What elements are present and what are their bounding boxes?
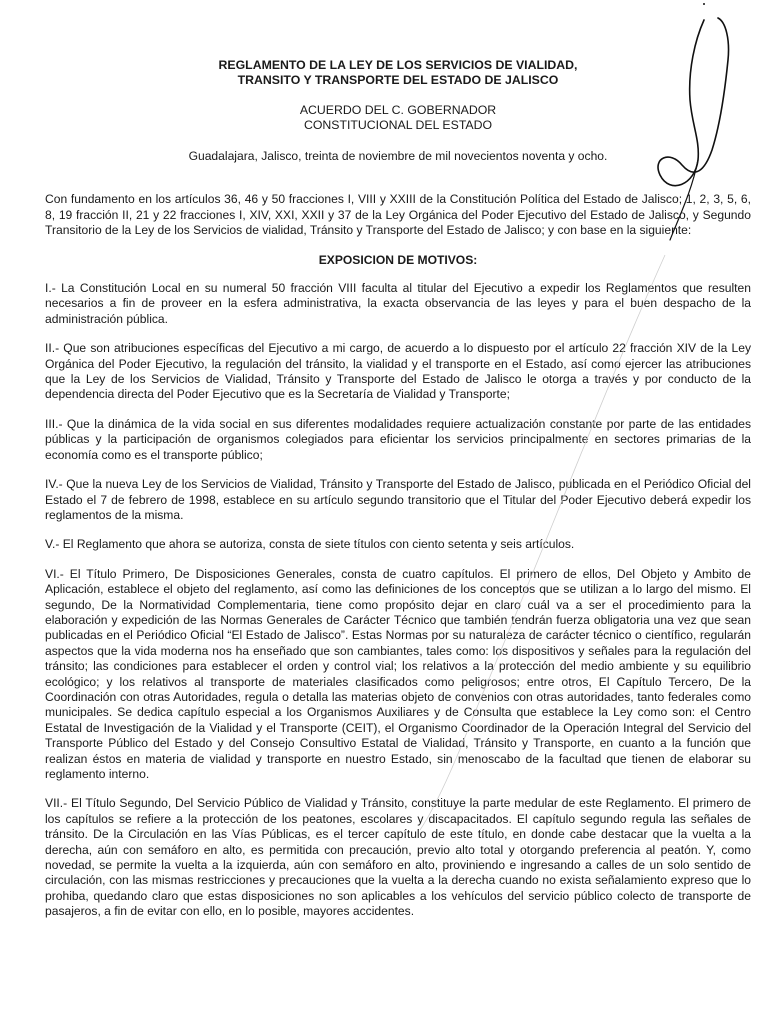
document-body bbox=[45, 58, 751, 920]
paragraph-7: VII.- El Título Segundo, Del Servicio Público de Vialidad y Tránsito, constituye la parte medular de este Reglamento. El primero de los capítulos se refiere a la protección de los peatones, escolares y discapacitados. El capítulo segundo regula las señales de tránsito. De la Circulación en las Vías Públicas, es el tercer capítulo de este título, en donde cabe destacar que la vuelta a la derecha, aún con semáforo en alto, es permitida con precaución, previo alto total y otorgando preferencia al peatón. Y, como novedad, se permite la vuelta a la izquierda, aún con semáforo en alto, proviniendo e ingresando a calles de un solo sentido de circulación, con las mismas restricciones y precauciones que la vuelta a la derecha cuando no exista señalamiento expreso que lo prohiba, quedando claro que estas disposiciones no son aplicables a los vehículos del servicio público colecto de transporte de pasajeros, a fin de evitar con ello, en lo posible, mayores accidentes. bbox=[45, 796, 751, 919]
section-heading: EXPOSICION DE MOTIVOS: bbox=[318, 252, 478, 267]
subtitle-line-1: ACUERDO DEL C. GOBERNADOR bbox=[299, 103, 497, 117]
document-subtitle bbox=[45, 103, 751, 133]
paragraph-5: V.- El Reglamento que ahora se autoriza, consta de siete títulos con ciento setenta y seis artículos. bbox=[45, 537, 575, 552]
title-line-2: TRANSITO Y TRANSPORTE DEL ESTADO DE JALISCO bbox=[237, 73, 559, 87]
paragraph-1: I.- La Constitución Local en su numeral 50 fracción VIII faculta al titular del Ejecutivo a expedir los Reglamentos que resulten necesarios a fin de proveer en la esfera administrativa, la exacta observancia de las leyes y para el buen despacho de la administración pública. bbox=[45, 281, 751, 326]
paragraph-6: VI.- El Título Primero, De Disposiciones Generales, consta de cuatro capítulos. El primero de ellos, Del Objeto y Ambito de Aplicación, establece el objeto del reglamento, así como las definiciones de los conceptos que se utilizan a lo largo del mismo. El segundo, De la Normatividad Complementaria, tiene como propósito dejar en claro cuál va a ser el procedimiento para la elaboración y expedición de las Normas Generales de Carácter Técnico que también tendrán fuerza obligatoria una vez que sean publicadas en el Periódico Oficial “El Estado de Jalisco”. Estas Normas por su naturaleza de carácter técnico o científico, regularán aspectos que la vida moderna nos ha enseñado que son cambiantes, tales como: los dispositivos y señales para la regulación del tránsito; las condiciones para establecer el orden y control vial; los relativos a la protección del medio ambiente y su equilibrio ecológico; y los relativos al transporte de materiales clasificados como peligrosos; entre otros, El Capítulo Tercero, De la Coordinación con otras Autoridades, regula o detalla las materias objeto de convenios con otras autoridades, tanto federales como municipales. Se dedica capítulo especial a los Organismos Auxiliares y de Consulta que establece la Ley como son: el Centro Estatal de Investigación de la Vialidad y el Transporte (CEIT), el Organismo Coordinador de la Operación Integral del Servicio del Transporte Público del Estado y del Consejo Consultivo Estatal de Vialidad, Tránsito y Transporte, en cuanto a la función que realizan éstos en materia de vialidad y transporte en nuestro Estado, sin menoscabo de la facultad que tienen de elaborar su reglamento interno. bbox=[45, 566, 751, 781]
subtitle-line-2: CONSTITUCIONAL DEL ESTADO bbox=[303, 118, 493, 132]
document-title bbox=[45, 58, 751, 88]
paragraph-2: II.- Que son atribuciones específicas del Ejecutivo a mi cargo, de acuerdo a lo dispuesto por el artículo 22 fracción XIV de la Ley Orgánica del Poder Ejecutivo, la regulación del tránsito, la vialidad y el transporte en el Estado, así como ejercer las atribuciones que la Ley de los Servicios de Vialidad, Tránsito y Transporte del Estado de Jalisco le otorga a través y por conducto de la dependencia directa del Poder Ejecutivo que es la Secretaría de Vialidad y Transporte; bbox=[45, 341, 751, 402]
place-date: Guadalajara, Jalisco, treinta de noviembre de mil novecientos noventa y ocho. bbox=[188, 149, 608, 163]
paragraph-3: III.- Que la dinámica de la vida social en sus diferentes modalidades requiere actualización constante por parte de las entidades públicas y la participación de organismos colegiados para eficientar los servicios principalmente en sectores primarias de la economía como es el transporte público; bbox=[45, 416, 751, 462]
intro-paragraph: Con fundamento en los artículos 36, 46 y 50 fracciones I, VIII y XXIII de la Constitución Política del Estado de Jalisco; 1, 2, 3, 5, 6, 8, 19 fracción II, 21 y 22 fracciones I, XIV, XXI, XXII y 37 de la Ley Orgánica del Poder Ejecutivo del Estado de Jalisco, y Segundo Transitorio de la Ley de los Servicios de vialidad, Tránsito y Transporte del Estado de Jalisco; y con base en la siguiente: bbox=[45, 192, 751, 238]
title-line-1: REGLAMENTO DE LA LEY DE LOS SERVICIOS DE VIALIDAD, bbox=[218, 58, 578, 72]
paragraph-4: IV.- Que la nueva Ley de los Servicios de Vialidad, Tránsito y Transporte del Estado de Jalisco, publicada en el Periódico Oficial del Estado el 7 de febrero de 1998, establece en su artículo segundo transitorio que el Titular del Poder Ejecutivo deberá expedir los reglamentos de la misma. bbox=[45, 477, 751, 522]
